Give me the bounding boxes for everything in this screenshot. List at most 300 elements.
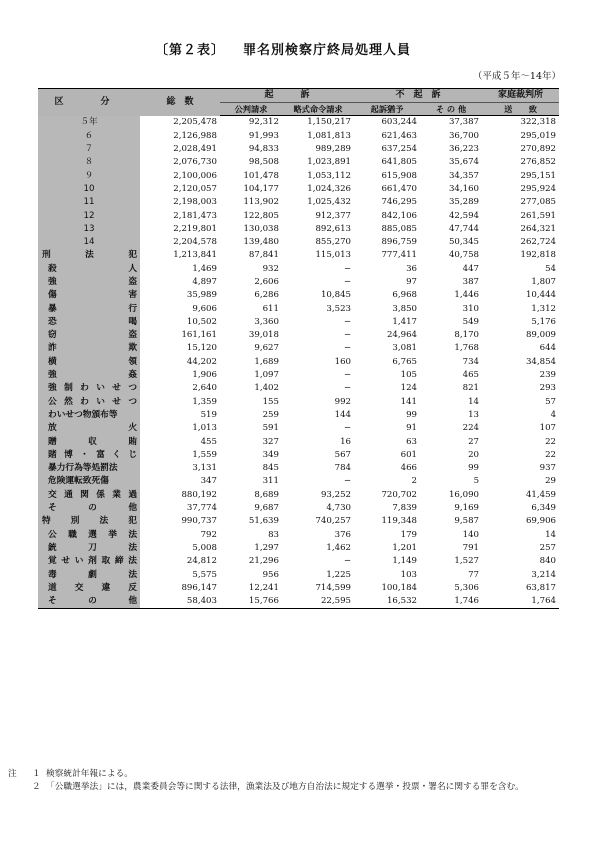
- cell-value: 47,744: [448, 223, 480, 234]
- cell-value: 10,845: [320, 290, 352, 301]
- header-ryakushiki: 略式命令請求: [282, 103, 354, 116]
- header-soshi: 送 致: [482, 103, 559, 116]
- label-char: く: [112, 449, 121, 460]
- cell-value: 98,508: [248, 157, 279, 168]
- year-row: [38, 209, 559, 222]
- cell-value: 1,807: [531, 277, 557, 287]
- label-char: 取: [101, 556, 111, 567]
- cell-value: 293: [539, 383, 557, 394]
- disposition-table: [38, 88, 559, 609]
- label-char: 毒: [48, 569, 57, 580]
- cell-value: −: [343, 277, 352, 287]
- label-char: 締: [114, 556, 124, 567]
- label-char: つ: [128, 383, 137, 394]
- row-label: [38, 568, 140, 581]
- cell-value: 57: [545, 396, 557, 407]
- cell-value: 989,289: [315, 144, 352, 155]
- row-label: [38, 223, 140, 236]
- cell-value: 1,417: [392, 316, 418, 327]
- cell-value: 21,296: [248, 556, 279, 567]
- cell-value: 615,908: [381, 170, 418, 181]
- cell-value: 14: [545, 529, 557, 540]
- table-body: [38, 116, 559, 609]
- offense-row: [38, 449, 559, 462]
- label-text: [48, 436, 137, 449]
- cell-value: 349: [262, 449, 279, 460]
- cell-value: −: [343, 476, 352, 487]
- cell-value: 1,764: [482, 595, 559, 609]
- row-label: [38, 555, 140, 568]
- label-char: 剤: [88, 556, 97, 567]
- label-char: 強: [48, 370, 57, 381]
- cell-value: 311: [262, 476, 279, 487]
- cell-value: −: [343, 263, 352, 274]
- label-char: 恐: [48, 316, 57, 327]
- cell-value: 97: [406, 277, 418, 287]
- label-text: [48, 595, 137, 608]
- cell-value: 892,613: [315, 223, 352, 234]
- label-char: 挙: [108, 529, 117, 540]
- cell-value: 3,081: [392, 343, 418, 354]
- row-label: [38, 515, 140, 528]
- cell-value: 1,013: [192, 423, 217, 434]
- label-text: [48, 342, 137, 355]
- label-char: の: [88, 503, 97, 514]
- offense-row: [38, 582, 559, 595]
- label-char: 刀: [88, 542, 97, 553]
- cell-value: 119,348: [381, 516, 418, 527]
- cell-value: 270,892: [520, 144, 557, 155]
- cell-value: 39,018: [248, 330, 279, 341]
- cell-value: −: [343, 423, 352, 434]
- label-char: 関: [80, 489, 89, 500]
- offense-row: [38, 263, 559, 276]
- label-char: せ: [61, 556, 71, 567]
- cell-value: 15,120: [186, 343, 217, 354]
- label-char: 窃: [48, 330, 57, 341]
- cell-value: 35,989: [186, 290, 217, 301]
- cell-value: 6,286: [254, 290, 279, 301]
- cell-value: 100,184: [381, 582, 418, 593]
- row-label: [38, 542, 140, 555]
- label-text: [42, 515, 137, 528]
- cell-value: 2,076,730: [173, 157, 217, 168]
- year-label: ６: [84, 130, 94, 141]
- year-row: [38, 130, 559, 143]
- cell-value: 103: [400, 569, 418, 580]
- cell-value: 36: [406, 263, 418, 274]
- row-label: [38, 209, 140, 222]
- label-char: 領: [128, 356, 137, 367]
- offense-row: [38, 555, 559, 568]
- cell-value: 1,149: [392, 556, 418, 567]
- cell-value: 880,192: [181, 489, 217, 500]
- cell-value: 5,176: [531, 316, 557, 327]
- cell-value: 792: [200, 529, 217, 540]
- offense-row: [38, 435, 559, 448]
- cell-value: 259: [262, 409, 279, 420]
- cell-value: 22: [545, 436, 557, 447]
- label-char: 博: [64, 449, 73, 460]
- label-char: 法: [128, 542, 137, 553]
- cell-value: 3,523: [326, 303, 352, 314]
- cell-value: 1,023,891: [307, 157, 352, 168]
- cell-value: 91,993: [248, 130, 279, 141]
- cell-value: 1,024,326: [307, 183, 352, 194]
- cell-value: 3,131: [192, 463, 217, 474]
- cell-value: 591: [262, 423, 279, 434]
- label-char: せ: [112, 396, 121, 407]
- cell-value: 54: [545, 263, 557, 274]
- year-row: [38, 196, 559, 209]
- label-char: 交: [74, 582, 84, 593]
- offense-row: [38, 475, 559, 488]
- cell-value: 1,446: [454, 290, 480, 301]
- cell-value: 1,768: [454, 343, 480, 354]
- label-char: 強: [48, 383, 57, 394]
- category-row-tokubetsu: [38, 515, 559, 528]
- row-label: [38, 329, 140, 342]
- label-char: 違: [101, 582, 111, 593]
- label-char: ・: [80, 449, 89, 460]
- year-row: [38, 143, 559, 156]
- cell-value: 36,223: [448, 144, 480, 155]
- label-char: 行: [128, 303, 137, 314]
- cell-value: 1,462: [326, 542, 352, 553]
- header-row-1: [38, 89, 559, 103]
- cell-value: 1,297: [254, 542, 279, 553]
- label-char: わ: [80, 396, 89, 407]
- cell-value: 1,359: [192, 396, 217, 407]
- cell-value: 192,818: [520, 250, 557, 261]
- cell-value: 224: [462, 423, 480, 434]
- label-char: わいせつ物頒布等: [48, 409, 118, 420]
- label-char: 法: [128, 529, 137, 540]
- label-text: [48, 356, 137, 369]
- label-char: 詐: [48, 343, 57, 354]
- cell-value: 937: [539, 463, 557, 474]
- label-char: い: [96, 396, 105, 407]
- cell-value: 1,025,432: [307, 197, 352, 208]
- cell-value: 2: [411, 476, 418, 487]
- cell-value: 4,730: [326, 503, 352, 514]
- row-label: [38, 502, 140, 515]
- year-label: ７: [84, 144, 94, 155]
- cell-value: 466: [400, 463, 418, 474]
- note-text: 「公職選挙法」には，農業委員会等に関する法律，漁業法及び地方自治法に規定する選挙・投票・署名に関する罪を含む。: [46, 782, 524, 792]
- cell-value: 160: [334, 356, 352, 367]
- cell-value: 6,349: [531, 503, 557, 514]
- row-label: [38, 143, 140, 156]
- cell-value: 5,575: [192, 569, 217, 580]
- offense-row: [38, 342, 559, 355]
- note-number: １: [32, 769, 41, 779]
- offense-row: [38, 462, 559, 475]
- cell-value: 465: [462, 370, 480, 381]
- cell-value: 1,312: [531, 303, 557, 314]
- header-katei: 家庭裁判所: [482, 89, 559, 103]
- cell-value: 77: [468, 569, 480, 580]
- cell-value: 16,090: [448, 489, 480, 500]
- cell-value: 855,270: [315, 237, 352, 248]
- label-char: 盗: [128, 277, 137, 287]
- cell-value: 29: [545, 476, 557, 487]
- label-char: 職: [68, 529, 77, 540]
- cell-value: 161,161: [181, 330, 217, 341]
- cell-value: 99: [406, 409, 418, 420]
- cell-value: 611: [262, 303, 279, 314]
- cell-value: 295,151: [520, 170, 557, 181]
- year-label: 13: [83, 223, 95, 234]
- row-label: [38, 116, 140, 130]
- cell-value: 37,387: [448, 117, 480, 128]
- cell-value: 115,013: [315, 250, 352, 261]
- label-text: [48, 409, 137, 422]
- cell-value: 40,758: [448, 250, 480, 261]
- label-char: せ: [112, 383, 121, 394]
- row-label: [38, 130, 140, 143]
- label-char: 過: [128, 489, 137, 500]
- year-label: ５年: [80, 117, 98, 128]
- cell-value: 896,759: [381, 237, 418, 248]
- cell-value: 567: [334, 449, 352, 460]
- offense-row: [38, 316, 559, 329]
- label-char: 放: [48, 423, 57, 434]
- year-row: [38, 236, 559, 249]
- cell-value: −: [343, 316, 352, 327]
- offense-row: [38, 595, 559, 609]
- cell-value: 257: [539, 542, 557, 553]
- offense-row: [38, 276, 559, 289]
- offense-row: [38, 542, 559, 555]
- cell-value: 2,181,473: [173, 210, 217, 221]
- label-char: そ: [48, 596, 57, 607]
- cell-value: 322,318: [520, 117, 557, 128]
- year-row: [38, 116, 559, 130]
- row-label: [38, 489, 140, 502]
- year-row: [38, 169, 559, 182]
- cell-value: 113,902: [243, 197, 279, 208]
- cell-value: 5,008: [192, 542, 217, 553]
- cell-value: 14: [468, 396, 480, 407]
- cell-value: 714,599: [315, 582, 352, 593]
- cell-value: 2,120,057: [173, 183, 217, 194]
- cell-value: 34,357: [448, 170, 480, 181]
- cell-value: 9,587: [454, 516, 480, 527]
- row-label: [38, 462, 140, 475]
- cell-value: 105: [400, 370, 418, 381]
- cell-value: 3,360: [254, 316, 279, 327]
- offense-row: [38, 409, 559, 422]
- label-char: そ: [48, 503, 57, 514]
- cell-value: 16: [340, 436, 352, 447]
- cell-value: 912,377: [315, 210, 352, 221]
- label-char: つ: [128, 396, 137, 407]
- cell-value: 734: [462, 356, 480, 367]
- label-text: [48, 569, 137, 582]
- row-label: [38, 156, 140, 169]
- cell-value: 896,147: [181, 582, 217, 593]
- table-number: 〔第２表〕: [155, 43, 226, 58]
- label-text: [42, 249, 137, 262]
- label-char: 喝: [128, 316, 137, 327]
- offense-row: [38, 382, 559, 395]
- cell-value: 94,833: [248, 144, 279, 155]
- cell-value: 10,444: [525, 290, 557, 301]
- cell-value: 447: [462, 263, 480, 274]
- cell-value: 41,459: [525, 489, 557, 500]
- cell-value: 720,702: [381, 489, 418, 500]
- label-char: 制: [64, 383, 73, 394]
- offense-row: [38, 568, 559, 581]
- note-2: [8, 781, 588, 794]
- row-label: [38, 582, 140, 595]
- row-label: [38, 196, 140, 209]
- cell-value: 36,700: [448, 130, 480, 141]
- row-label: [38, 249, 140, 262]
- cell-value: 992: [334, 396, 352, 407]
- cell-value: 69,906: [525, 516, 557, 527]
- label-text: [48, 382, 137, 395]
- year-label: ８: [84, 157, 94, 168]
- label-char: 人: [128, 263, 137, 274]
- cell-value: 83: [268, 529, 279, 540]
- label-char: 覚: [48, 556, 57, 567]
- cell-value: 24,964: [386, 330, 418, 341]
- cell-value: 22,595: [282, 595, 354, 609]
- label-char: 害: [128, 290, 137, 301]
- label-char: わ: [80, 383, 89, 394]
- cell-value: 122,805: [243, 210, 279, 221]
- label-char: 暴力行為等処罰法: [48, 463, 118, 474]
- cell-value: 661,470: [381, 183, 418, 194]
- cell-value: 22: [545, 449, 557, 460]
- cell-value: −: [343, 370, 352, 381]
- year-label: 12: [83, 210, 95, 221]
- cell-value: 601: [400, 449, 418, 460]
- cell-value: 27: [468, 436, 480, 447]
- offense-row: [38, 369, 559, 382]
- cell-value: 2,100,006: [173, 170, 217, 181]
- row-label: [38, 342, 140, 355]
- cell-value: 3,850: [392, 303, 418, 314]
- cell-value: 2,606: [254, 277, 279, 287]
- offense-row: [38, 422, 559, 435]
- label-char: の: [88, 596, 97, 607]
- cell-value: 621,463: [381, 130, 418, 141]
- row-label: [38, 409, 140, 422]
- cell-value: −: [343, 343, 352, 354]
- cell-value: 261,591: [520, 210, 557, 221]
- label-text: [48, 555, 137, 568]
- cell-value: 50,345: [448, 237, 480, 248]
- year-label: ９: [84, 170, 94, 181]
- cell-value: 107: [539, 423, 557, 434]
- cell-value: 2,204,578: [173, 237, 217, 248]
- cell-value: 13: [468, 409, 480, 420]
- cell-value: 141: [400, 396, 418, 407]
- cell-value: 376: [334, 529, 352, 540]
- cell-value: 8,689: [254, 489, 279, 500]
- cell-value: 140: [462, 529, 480, 540]
- year-row: [38, 183, 559, 196]
- row-label: [38, 369, 140, 382]
- label-char: 公: [48, 529, 57, 540]
- cell-value: 16,532: [354, 595, 420, 609]
- cell-value: 2,205,478: [173, 117, 217, 128]
- cell-value: −: [343, 383, 352, 394]
- label-char: 道: [48, 582, 57, 593]
- label-char: 係: [96, 489, 105, 500]
- label-char: 特: [42, 516, 51, 527]
- year-row: [38, 223, 559, 236]
- label-char: 暴: [48, 303, 57, 314]
- label-text: [48, 449, 137, 462]
- row-label: [38, 396, 140, 409]
- cell-value: 347: [200, 476, 217, 487]
- cell-value: 34,160: [448, 183, 480, 194]
- cell-value: 310: [462, 303, 480, 314]
- header-yuyo: 起訴猶予: [354, 103, 420, 116]
- label-char: 銃: [48, 542, 57, 553]
- label-char: 贈: [48, 436, 57, 447]
- cell-value: 784: [334, 463, 352, 474]
- offense-row: [38, 489, 559, 502]
- label-char: 火: [128, 423, 137, 434]
- category-row-keiho: [38, 249, 559, 262]
- cell-value: 5: [473, 476, 480, 487]
- cell-value: 1,527: [454, 556, 480, 567]
- label-text: [48, 529, 137, 542]
- period-label: （平成５年〜14年）: [472, 71, 561, 82]
- label-char: 強: [48, 277, 57, 287]
- cell-value: 1,081,813: [307, 130, 352, 141]
- header-fukiso: 不 起 訴: [354, 89, 482, 103]
- header-sonota: そ の 他: [420, 103, 482, 116]
- year-row: [38, 156, 559, 169]
- label-char: 法: [128, 569, 137, 580]
- header-kiso: 起 訴: [220, 89, 354, 103]
- cell-value: 58,403: [140, 595, 220, 609]
- cell-value: 9,627: [254, 343, 279, 354]
- year-label: 11: [83, 197, 95, 208]
- row-label: [38, 475, 140, 488]
- label-text: [48, 582, 137, 595]
- cell-value: 1,906: [192, 370, 217, 381]
- cell-value: 24,812: [186, 556, 217, 567]
- offense-row: [38, 329, 559, 342]
- cell-value: 89,009: [525, 330, 557, 341]
- label-char: 収: [88, 436, 97, 447]
- label-text: [48, 396, 137, 409]
- year-label: 10: [83, 183, 95, 194]
- row-label: [38, 316, 140, 329]
- cell-value: 9,687: [254, 503, 279, 514]
- cell-value: 51,639: [248, 516, 279, 527]
- note-number: ２: [32, 782, 41, 792]
- cell-value: 603,244: [381, 117, 418, 128]
- cell-value: 644: [539, 343, 557, 354]
- label-text: [48, 303, 137, 316]
- label-char: 姦: [128, 370, 137, 381]
- label-text: [48, 369, 137, 382]
- note-indent: [8, 781, 32, 794]
- offense-row: [38, 396, 559, 409]
- label-char: 傷: [48, 290, 57, 301]
- label-char: 別: [70, 516, 80, 527]
- label-char: 法: [85, 250, 94, 261]
- offense-row: [38, 502, 559, 515]
